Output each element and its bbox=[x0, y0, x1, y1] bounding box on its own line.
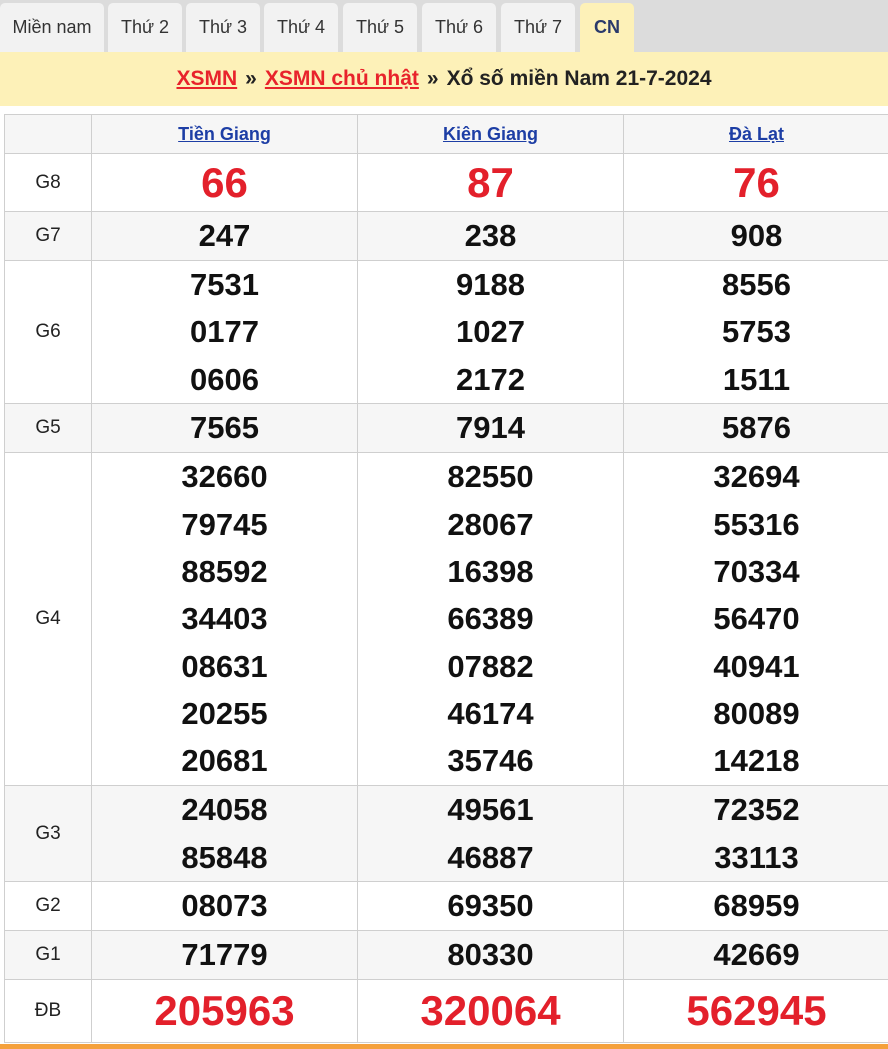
tab-thu-2[interactable]: Thứ 2 bbox=[108, 3, 182, 52]
breadcrumb bbox=[0, 52, 888, 106]
result-number: 87 bbox=[467, 158, 514, 206]
result-number: 79745 bbox=[181, 506, 268, 542]
result-cell bbox=[624, 154, 888, 212]
breadcrumb-link-xsmn[interactable]: XSMN bbox=[176, 67, 238, 90]
page-title: Xổ số miền Nam 21-7-2024 bbox=[446, 67, 712, 90]
result-cell bbox=[624, 212, 888, 261]
day-tabs bbox=[0, 0, 888, 52]
result-number: 32660 bbox=[181, 459, 268, 495]
result-cell bbox=[92, 786, 358, 882]
prize-row-5 bbox=[5, 786, 888, 882]
result-number: 28067 bbox=[447, 506, 534, 542]
result-cell bbox=[358, 212, 624, 261]
result-number: 320064 bbox=[420, 987, 561, 1035]
prize-row-8 bbox=[5, 980, 888, 1043]
result-cell bbox=[358, 261, 624, 404]
result-number: 72352 bbox=[713, 792, 800, 828]
prize-name-cell bbox=[5, 882, 92, 931]
province-link-da-lat[interactable]: Đà Lạt bbox=[728, 123, 784, 144]
prize-row-1 bbox=[5, 212, 888, 261]
tab-thu-6[interactable]: Thứ 6 bbox=[422, 3, 496, 52]
result-cell bbox=[624, 882, 888, 931]
result-cell bbox=[92, 154, 358, 212]
prize-row-4 bbox=[5, 453, 888, 786]
result-number: 7565 bbox=[190, 410, 259, 446]
result-cell bbox=[358, 931, 624, 980]
result-number: 2172 bbox=[456, 361, 525, 397]
result-cell bbox=[624, 786, 888, 882]
result-number: 9188 bbox=[456, 267, 525, 303]
result-number: 68959 bbox=[713, 888, 800, 924]
tab-thu-4[interactable]: Thứ 4 bbox=[264, 3, 338, 52]
result-cell bbox=[358, 154, 624, 212]
result-number: 88592 bbox=[181, 554, 268, 590]
result-number: 56470 bbox=[713, 601, 800, 637]
prize-label: G7 bbox=[35, 225, 61, 246]
result-number: 80330 bbox=[447, 937, 534, 973]
prize-name-cell bbox=[5, 404, 92, 453]
result-number: 20255 bbox=[181, 695, 268, 731]
result-cell bbox=[92, 882, 358, 931]
result-number: 205963 bbox=[154, 987, 295, 1035]
result-cell bbox=[358, 980, 624, 1043]
tab-mien-nam[interactable]: Miền nam bbox=[0, 3, 104, 52]
result-number: 247 bbox=[198, 218, 251, 254]
result-number: 16398 bbox=[447, 554, 534, 590]
result-number: 80089 bbox=[713, 695, 800, 731]
prize-label: G4 bbox=[35, 608, 61, 629]
prize-row-7 bbox=[5, 931, 888, 980]
province-header-cell bbox=[358, 115, 624, 154]
result-number: 82550 bbox=[447, 459, 534, 495]
result-number: 1027 bbox=[456, 314, 525, 350]
result-number: 7531 bbox=[190, 267, 259, 303]
result-number: 238 bbox=[464, 218, 517, 254]
breadcrumb-separator: » bbox=[245, 67, 257, 90]
prize-row-6 bbox=[5, 882, 888, 931]
result-cell bbox=[92, 404, 358, 453]
result-number: 5876 bbox=[722, 410, 791, 446]
tab-thu-3[interactable]: Thứ 3 bbox=[186, 3, 260, 52]
result-number: 42669 bbox=[713, 937, 800, 973]
result-cell bbox=[358, 786, 624, 882]
result-number: 14218 bbox=[713, 743, 800, 779]
breadcrumb-separator: » bbox=[426, 67, 439, 90]
result-number: 33113 bbox=[714, 839, 799, 875]
result-number: 70334 bbox=[713, 554, 800, 590]
results-table bbox=[4, 114, 888, 1043]
province-header-cell bbox=[624, 115, 888, 154]
tab-thu-5[interactable]: Thứ 5 bbox=[343, 3, 417, 52]
result-number: 46174 bbox=[447, 695, 534, 731]
result-cell bbox=[92, 212, 358, 261]
result-cell bbox=[624, 404, 888, 453]
result-number: 24058 bbox=[181, 792, 268, 828]
result-number: 0177 bbox=[190, 314, 259, 350]
prize-label: G8 bbox=[35, 171, 61, 193]
prize-name-cell bbox=[5, 154, 92, 212]
prize-row-0 bbox=[5, 154, 888, 212]
result-number: 69350 bbox=[447, 888, 534, 924]
province-header-cell bbox=[92, 115, 358, 154]
result-cell bbox=[92, 261, 358, 404]
result-cell bbox=[92, 931, 358, 980]
province-link-kien-giang[interactable]: Kiên Giang bbox=[442, 123, 538, 144]
tab-thu-7[interactable]: Thứ 7 bbox=[501, 3, 575, 52]
prize-label: G5 bbox=[35, 417, 61, 438]
prize-row-2 bbox=[5, 261, 888, 404]
result-number: 7914 bbox=[456, 410, 525, 446]
result-cell bbox=[92, 980, 358, 1043]
result-number: 562945 bbox=[686, 987, 827, 1035]
result-number: 20681 bbox=[181, 743, 268, 779]
result-cell bbox=[92, 453, 358, 786]
result-number: 0606 bbox=[190, 361, 259, 397]
result-number: 35746 bbox=[447, 743, 534, 779]
prize-label: G1 bbox=[35, 944, 61, 965]
prize-label: G3 bbox=[35, 822, 61, 844]
corner-cell bbox=[5, 115, 92, 154]
result-cell bbox=[624, 980, 888, 1043]
result-cell bbox=[624, 931, 888, 980]
result-number: 71779 bbox=[181, 937, 268, 973]
prize-label: G2 bbox=[35, 895, 61, 916]
prize-name-cell bbox=[5, 786, 92, 882]
tab-cn[interactable]: CN bbox=[580, 3, 634, 52]
result-number: 46887 bbox=[447, 839, 534, 875]
result-number: 32694 bbox=[713, 459, 800, 495]
result-number: 1511 bbox=[722, 361, 791, 397]
result-cell bbox=[624, 261, 888, 404]
result-number: 8556 bbox=[722, 267, 791, 303]
prize-label: G6 bbox=[35, 321, 61, 342]
result-number: 08631 bbox=[181, 648, 268, 684]
result-number: 40941 bbox=[713, 648, 800, 684]
result-number: 55316 bbox=[713, 506, 800, 542]
prize-name-cell bbox=[5, 261, 92, 404]
province-link-tien-giang[interactable]: Tiền Giang bbox=[178, 123, 271, 144]
prize-row-3 bbox=[5, 404, 888, 453]
province-header-row bbox=[5, 115, 888, 154]
result-number: 07882 bbox=[447, 648, 534, 684]
breadcrumb-link-xsmn-sunday[interactable]: XSMN chủ nhật bbox=[264, 67, 419, 90]
prize-name-cell bbox=[5, 212, 92, 261]
prize-name-cell bbox=[5, 453, 92, 786]
result-number: 5753 bbox=[722, 314, 791, 350]
prize-name-cell bbox=[5, 931, 92, 980]
result-number: 66389 bbox=[447, 601, 534, 637]
result-cell bbox=[358, 453, 624, 786]
result-number: 76 bbox=[733, 158, 780, 206]
result-cell bbox=[624, 453, 888, 786]
result-number: 85848 bbox=[181, 839, 268, 875]
result-number: 49561 bbox=[447, 792, 534, 828]
result-cell bbox=[358, 404, 624, 453]
prize-label: ĐB bbox=[34, 1000, 62, 1021]
result-number: 34403 bbox=[181, 601, 268, 637]
result-number: 08073 bbox=[181, 888, 268, 924]
bottom-accent-bar bbox=[0, 1044, 888, 1049]
result-number: 66 bbox=[201, 158, 248, 206]
result-cell bbox=[358, 882, 624, 931]
result-number: 908 bbox=[730, 218, 783, 254]
prize-name-cell bbox=[5, 980, 92, 1043]
